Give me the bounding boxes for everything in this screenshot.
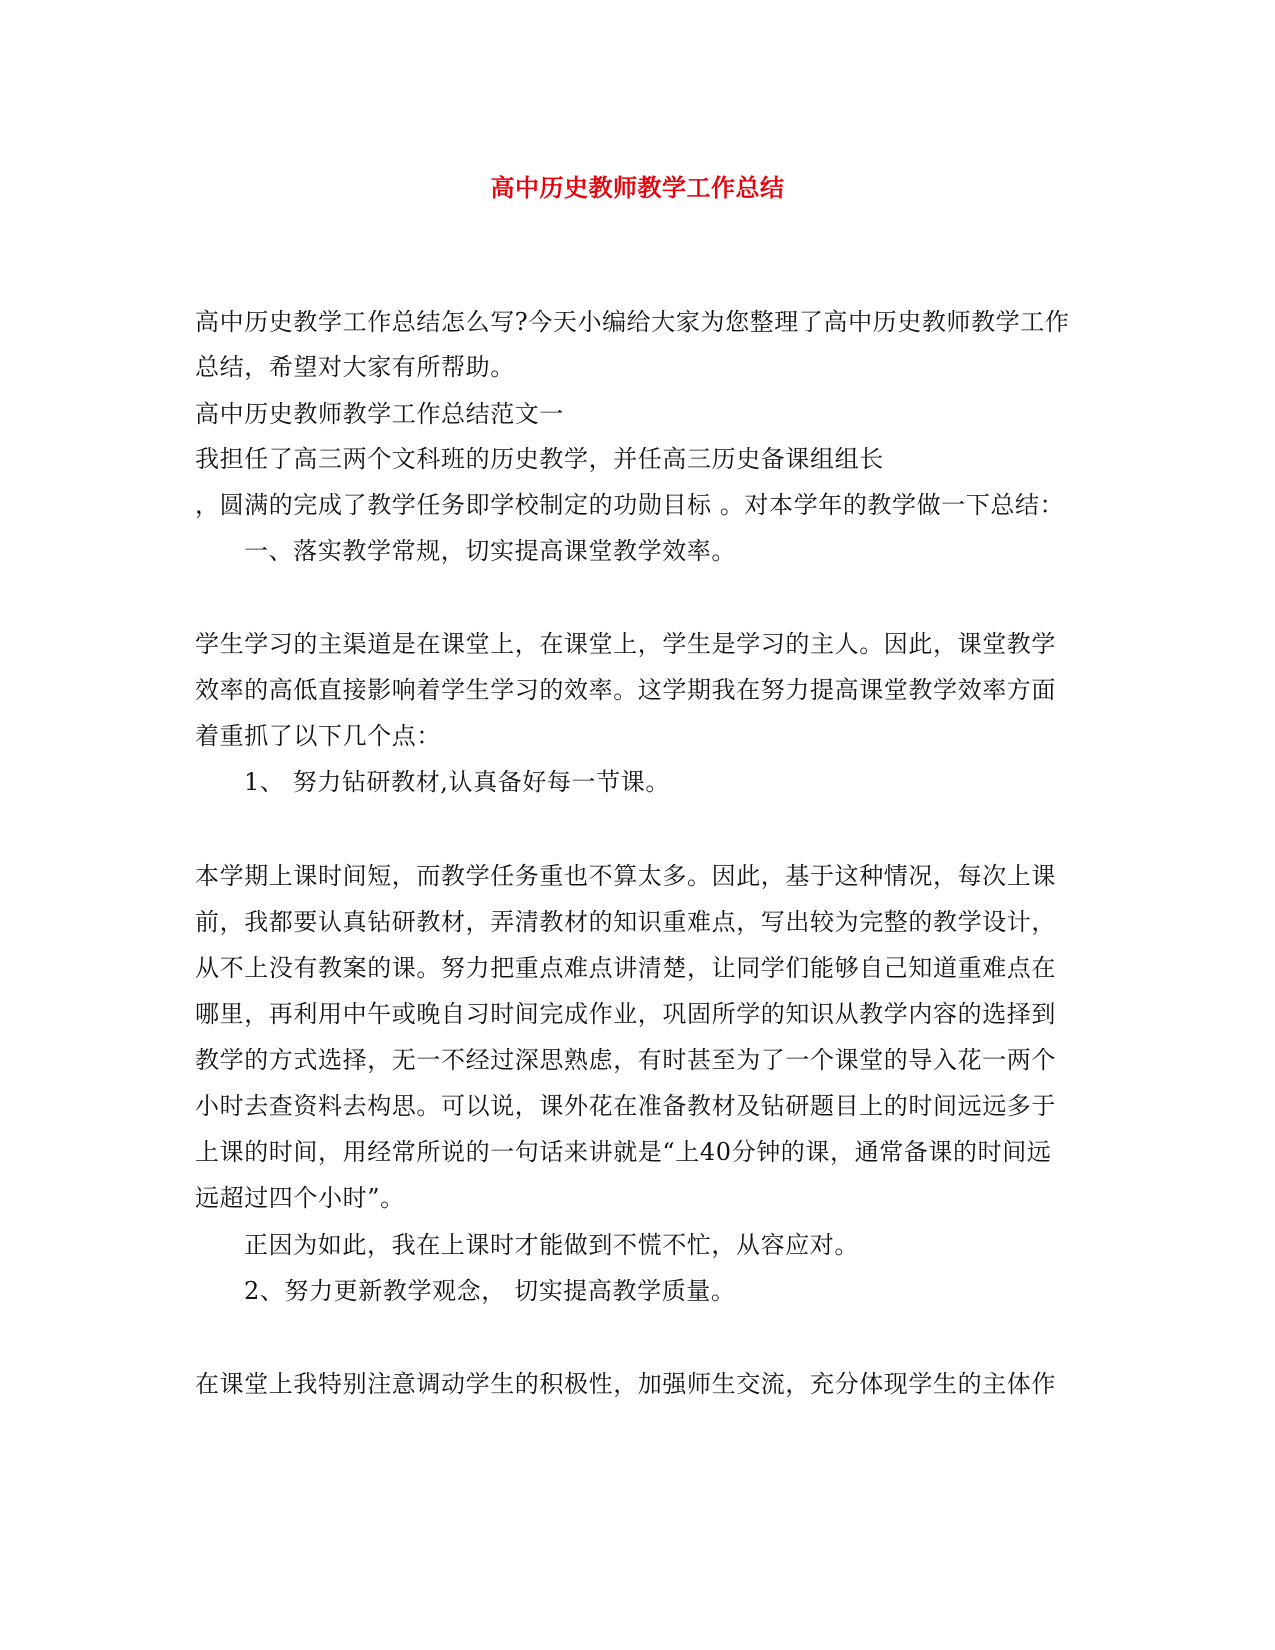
paragraph-line: 总结，希望对大家有所帮助。	[195, 353, 515, 381]
section-heading: 一、落实教学常规，切实提高课堂教学效率。	[244, 537, 736, 565]
paragraph-line: 教学的方式选择，无一不经过深思熟虑，有时甚至为了一个课堂的导入花一两个	[195, 1046, 1056, 1074]
paragraph-line: ，圆满的完成了教学任务即学校制定的功勋目标 。对本学年的教学做一下总结：	[195, 491, 1065, 519]
paragraph-line: 在课堂上我特别注意调动学生的积极性，加强师生交流，充分体现学生的主体作	[195, 1370, 1056, 1398]
paragraph-line: 效率的高低直接影响着学生学习的效率。这学期我在努力提高课堂教学效率方面	[195, 676, 1056, 704]
paragraph-line: 本学期上课时间短，而教学任务重也不算太多。因此，基于这种情况，每次上课	[195, 862, 1056, 890]
paragraph-line: 我担任了高三两个文科班的历史教学，并任高三历史备课组组长	[195, 445, 884, 473]
section-heading: 1、 努力钻研教材,认真备好每一节课。	[244, 768, 670, 796]
paragraph-line: 哪里，再利用中午或晚自习时间完成作业，巩固所学的知识从教学内容的选择到	[195, 1000, 1056, 1028]
paragraph-line: 学生学习的主渠道是在课堂上，在课堂上，学生是学习的主人。因此，课堂教学	[195, 630, 1056, 658]
paragraph-line: 小时去查资料去构思。可以说，课外花在准备教材及钻研题目上的时间远远多于	[195, 1092, 1056, 1120]
section-heading: 2、努力更新教学观念， 切实提高教学质量。	[244, 1277, 736, 1305]
paragraph-line: 远超过四个小时”。	[195, 1184, 405, 1212]
paragraph-line: 前，我都要认真钻研教材，弄清教材的知识重难点，写出较为完整的教学设计，	[195, 908, 1056, 936]
paragraph-line: 正因为如此，我在上课时才能做到不慌不忙，从容应对。	[244, 1231, 859, 1259]
paragraph-line: 从不上没有教案的课。努力把重点难点讲清楚，让同学们能够自己知道重难点在	[195, 954, 1056, 982]
section-heading: 高中历史教师教学工作总结范文一	[195, 400, 564, 428]
paragraph-line: 上课的时间，用经常所说的一句话来讲就是“上40分钟的课，通常备课的时间远	[195, 1138, 1052, 1166]
paragraph-line: 高中历史教学工作总结怎么写?今天小编给大家为您整理了高中历史教师教学工作	[195, 308, 1070, 336]
paragraph-line: 着重抓了以下几个点：	[195, 722, 441, 750]
document-title: 高中历史教师教学工作总结	[490, 173, 785, 202]
